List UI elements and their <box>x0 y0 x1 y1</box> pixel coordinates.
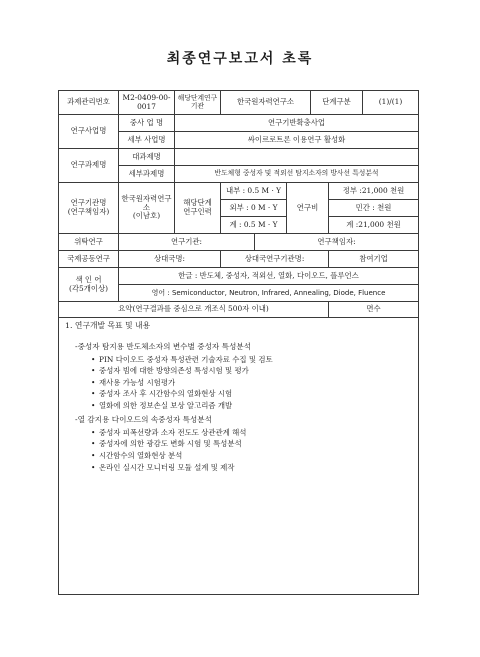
row-keywords-kor <box>59 268 419 285</box>
stage-label: 단계구분 <box>311 91 363 115</box>
row-consignment <box>59 234 419 251</box>
stage-org-label: 해당단계연구기관 <box>175 91 221 115</box>
staff-external: 외부 : 0 M · Y <box>221 200 287 217</box>
report-summary-table <box>58 90 419 595</box>
row-summary-header <box>59 302 419 318</box>
stage-value: (1)/(1) <box>363 91 419 115</box>
detail-task-label: 세부과제명 <box>119 166 175 183</box>
sub-program-label: 세부 사업명 <box>119 132 175 149</box>
summary-label: 요약(연구결과를 중심으로 개조식 500자 이내) <box>59 302 329 318</box>
international-label: 국제공동연구 <box>59 251 119 268</box>
participating-company: 참여기업 <box>329 251 419 268</box>
staff-total: 계 : 0.5 M · Y <box>221 217 287 234</box>
stage-org-value: 한국원자력연구소 <box>221 91 311 115</box>
partner-country: 상대국명: <box>119 251 221 268</box>
list-item: • 중성자 빔에 대한 방향의존성 특성시험 및 평가 <box>91 366 249 376</box>
list-item: • 중성자 조사 후 시간함수의 열화현상 시험 <box>91 389 233 399</box>
mid-program-label: 중사 업 명 <box>119 115 175 132</box>
project-number-label: 과제관리번호 <box>59 91 119 115</box>
consignment-institution: 연구기관: <box>119 234 255 251</box>
page-title: 최종연구보고서 초록 <box>166 51 314 67</box>
row-task <box>59 149 419 166</box>
row-institution <box>59 183 419 200</box>
big-task-value <box>175 149 419 166</box>
consignment-lead: 연구책임자: <box>255 234 419 251</box>
keywords-korean: 한글 : 반도체, 중성자, 적외선, 열화, 다이오드, 플루언스 <box>119 268 419 285</box>
institution-label: 연구기관명 (연구책임자) <box>59 183 119 234</box>
detail-task-value: 반도체형 중성자 및 적외선 탐지소자의 방사선 특성분석 <box>175 166 419 183</box>
list-item: • 열화에 의한 정보손실 보상 알고리즘 개발 <box>91 400 233 410</box>
list-item: • 재사용 가능성 시험평가 <box>91 377 176 387</box>
fund-label: 연구비 <box>287 183 329 234</box>
row-project-info <box>59 91 419 115</box>
list-item: • PIN 다이오드 중성자 특성관련 기술자료 수집 및 검토 <box>91 354 273 364</box>
partner-org: 상대국연구기관명: <box>221 251 329 268</box>
row-summary-body <box>59 318 419 595</box>
list-item: • 시간함수의 열화현상 분석 <box>91 451 183 460</box>
mid-program-value: 연구기반확충사업 <box>175 115 419 132</box>
summary-body <box>59 318 419 595</box>
sub-program-value: 싸이르로트론 이용연구 활성화 <box>175 132 419 149</box>
list-item: • 중성자 피폭선량과 소자 전도도 상관관계 해석 <box>91 427 247 437</box>
task-label: 연구과제명 <box>59 149 119 183</box>
institution-value: 한국원자력연구소 (이남호) <box>119 183 175 234</box>
project-number-value: M2-0409-00-0017 <box>119 91 175 115</box>
subheading-2: -열 감지용 다이오드의 속중성자 특성분석 <box>75 415 212 425</box>
keywords-english: 영어 : Semiconductor, Neutron, Infrared, Annealing, Diode, Fluence <box>119 285 419 302</box>
big-task-label: 대과제명 <box>119 149 175 166</box>
fund-private: 민간 : 천원 <box>329 200 419 217</box>
row-program <box>59 115 419 132</box>
list-item: • 중성자에 의한 광감도 변화 시험 및 특성분석 <box>91 439 242 449</box>
fund-total: 계 :21,000 천원 <box>329 217 419 234</box>
consignment-label: 위탁연구 <box>59 234 119 251</box>
pages-label: 면수 <box>329 302 419 318</box>
fund-government: 정부 :21,000 천원 <box>329 183 419 200</box>
row-international <box>59 251 419 268</box>
staff-label: 해당단계 연구인력 <box>175 183 221 234</box>
keywords-label: 색 인 어 (각5개이상) <box>59 268 119 302</box>
list-item: • 온라인 실시간 모니터링 모듈 설계 및 제작 <box>91 462 235 472</box>
staff-internal: 내부 : 0.5 M · Y <box>221 183 287 200</box>
subheading-1: -중성자 탐지용 반도체소자의 변수별 중성자 특성분석 <box>75 341 252 351</box>
section-heading: 1. 연구개발 목표 및 내용 <box>65 321 151 330</box>
program-label: 연구사업명 <box>59 115 119 149</box>
